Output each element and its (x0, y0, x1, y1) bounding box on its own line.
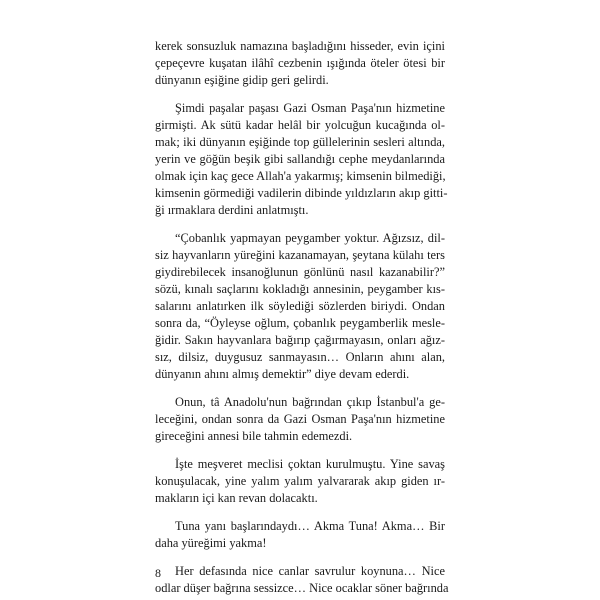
text-line: “Çobanlık yapmayan peygamber yoktur. Ağızsız, dil- (175, 231, 445, 245)
text-line: siz hayvanların yüreğini kazanamayan, şeytana külahı ters (155, 248, 445, 262)
text-line: daha yüreğimi yakma! (155, 536, 267, 550)
text-line: olmak için kaç gece Allah'a yakarmış; kimsenin bilmediği, (155, 169, 446, 183)
text-line: Her defasında nice canlar savrulur koynuna… Nice (175, 564, 445, 578)
text-line: ğidir. Sakın hayvanlara bağırıp çağırmayasın, onları ağız- (155, 333, 445, 347)
text-line: dünyanın eşiğine gidip geri gelirdi. (155, 73, 329, 87)
text-line: mak; iki dünyanın eşiğinde top güllelerinin sesleri altında, (155, 135, 445, 149)
text-line: Tuna yanı başlarındaydı… Akma Tuna! Akma… Bir (175, 519, 445, 533)
text-line: İşte meşveret meclisi çoktan kurulmuştu. Yine savaş (175, 457, 445, 471)
text-line: ği ırmaklara derdini anlatmıştı. (155, 203, 309, 217)
text-line: odlar düşer bağrına sessizce… Nice ocaklar söner bağrında (155, 581, 449, 595)
text-line: dünyanın ahını almış demektir” diye devam ederdi. (155, 367, 410, 381)
paragraph (155, 100, 448, 219)
text-line: çepeçevre kuşatan ilâhî cezbenin ışığında öteler ötesi bir (155, 56, 445, 70)
text-line: kerek sonsuzluk namazına başladığını hisseder, evin içini (155, 39, 445, 53)
text-line: gireceğini annesi bile tahmin edemezdi. (155, 429, 353, 443)
paragraph (155, 230, 445, 383)
text-line: kimsenin görmediği vadilerin dibinde yıldızların akıp gitti- (155, 186, 448, 200)
text-line: giydirebilecek insanoğlunun gönlünü nasıl kazanabilir?” (155, 265, 445, 279)
text-line: sız, dilsiz, duygusuz sanmayasın… Onların ahını alan, (155, 350, 445, 364)
text-line: sonra da, “Öyleyse oğlum, çobanlık peygamberlik mesle- (155, 316, 445, 330)
text-line: girmişti. Ak sütü kadar helâl bir yolcuğun kucağında ol- (155, 118, 445, 132)
text-line: Onun, tâ Anadolu'nun bağrından çıkıp İstanbul'a ge- (175, 395, 445, 409)
book-page-text (155, 38, 449, 597)
text-line: Şimdi paşalar paşası Gazi Osman Paşa'nın hizmetine (175, 101, 445, 115)
paragraph (155, 38, 445, 89)
text-line: yerin ve göğün beşik gibi sallandığı cephe meydanlarında (155, 152, 445, 166)
text-line: salarını anlatırken ilk söylediği sözlerden biriydi. Ondan (155, 299, 445, 313)
paragraph (155, 456, 445, 507)
paragraph (155, 518, 445, 552)
page-number: 8 (155, 566, 161, 580)
text-line: sözü, kınalı saçlarını kokladığı annesinin, peygamber kıs- (155, 282, 445, 296)
paragraph (155, 394, 445, 445)
text-line: konuşulacak, yine yalım yalım yalvararak akıp giden ır- (155, 474, 445, 488)
text-line: leceğini, ondan sonra da Gazi Osman Paşa'nın hizmetine (155, 412, 445, 426)
paragraph (155, 563, 449, 597)
text-line: makların içi kan revan dolacaktı. (155, 491, 318, 505)
